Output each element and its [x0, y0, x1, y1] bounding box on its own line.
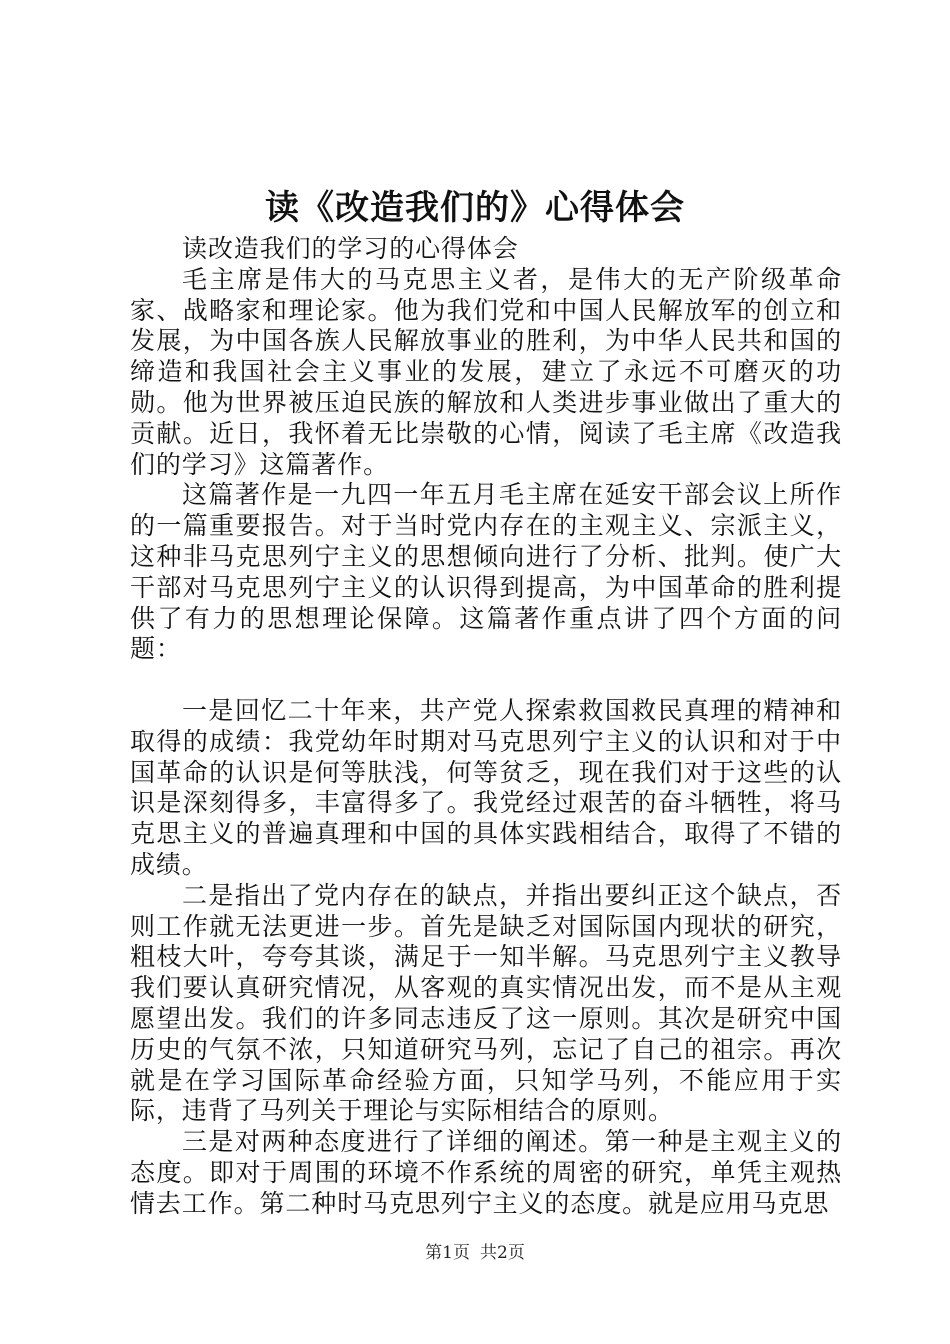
paragraph-intro: 毛主席是伟大的马克思主义者，是伟大的无产阶级革命家、战略家和理论家。他为我们党和中国人民解放军的创立和发展，为中国各族人民解放事业的胜利，为中华人民共和国的缔造和我国社会主义事业的发展，建立了永远不可磨灭的功勋。他为世界被压迫民族的解放和人类进步事业做出了重大的贡献。近日，我怀着无比崇敬的心情，阅读了毛主席《改造我们的学习》这篇著作。 [130, 264, 842, 479]
page-number: 第1页 [425, 1243, 470, 1263]
paragraph-point-one: 一是回忆二十年来，共产党人探索救国救民真理的精神和取得的成绩：我党幼年时期对马克思列宁主义的认识和对于中国革命的认识是何等肤浅，何等贫乏，现在我们对于这些的认识是深刻得多，丰富得多了。我党经过艰苦的奋斗牺牲，将马克思主义的普遍真理和中国的具体实践相结合，取得了不错的成绩。 [130, 695, 842, 879]
paragraph-subtitle: 读改造我们的学习的心得体会 [182, 234, 519, 263]
page-total: 共2页 [480, 1243, 525, 1263]
document-body [130, 234, 842, 1220]
paragraph-point-three: 三是对两种态度进行了详细的阐述。第一种是主观主义的态度。即对于周围的环境不作系统的周密的研究，单凭主观热情去工作。第二种时马克思列宁主义的态度。就是应用马克思 [130, 1127, 842, 1218]
document-title: 读《改造我们的》心得体会 [265, 188, 685, 228]
paragraph-point-two: 二是指出了党内存在的缺点，并指出要纠正这个缺点，否则工作就无法更进一步。首先是缺乏对国际国内现状的研究，粗枝大叶，夸夸其谈，满足于一知半解。马克思列宁主义教导我们要认真研究情况，从客观的真实情况出发，而不是从主观愿望出发。我们的许多同志违反了这一原则。其次是研究中国历史的气氛不浓，只知道研究马列，忘记了自己的祖宗。再次就是在学习国际革命经验方面，只知学马列，不能应用于实际，违背了马列关于理论与实际相结合的原则。 [130, 880, 842, 1126]
page-footer [0, 1242, 950, 1264]
paragraph-overview: 这篇著作是一九四一年五月毛主席在延安干部会议上所作的一篇重要报告。对于当时党内存在的主观主义、宗派主义，这种非马克思列宁主义的思想倾向进行了分析、批判。使广大干部对马克思列宁主义的认识得到提高，为中国革命的胜利提供了有力的思想理论保障。这篇著作重点讲了四个方面的问题： [130, 480, 842, 664]
